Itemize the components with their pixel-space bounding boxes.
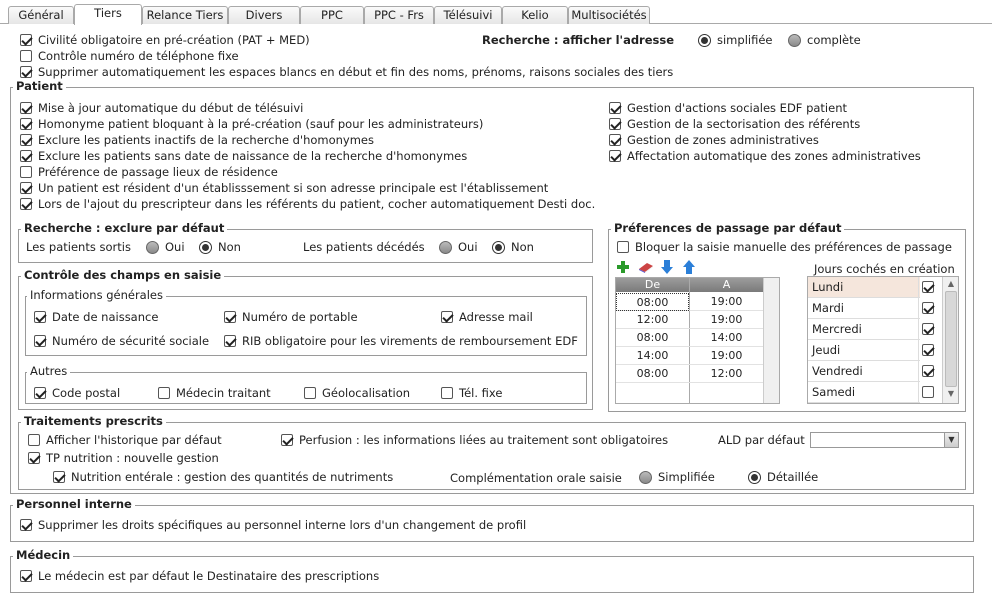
tab-telesuivi[interactable]: Télésuivi <box>434 6 502 24</box>
jours-list[interactable] <box>807 276 959 404</box>
tel-fixe-option[interactable] <box>441 385 502 401</box>
perfusion-option[interactable] <box>281 432 668 448</box>
passage-cell-a[interactable]: 19:00 <box>710 295 743 308</box>
passage-cell-a[interactable]: 19:00 <box>710 349 743 362</box>
geoloc-checkbox[interactable] <box>304 387 316 399</box>
date-naissance-label: Date de naissance <box>52 310 159 324</box>
patient-left-checkbox[interactable] <box>20 198 32 210</box>
tab-tiers[interactable]: Tiers <box>74 4 142 25</box>
bloquer-label: Bloquer la saisie manuelle des préférences de passage <box>635 240 952 254</box>
personnel-supprimer-checkbox[interactable] <box>20 519 32 531</box>
radio-complete[interactable] <box>788 34 801 47</box>
passage-cell-de[interactable]: 12:00 <box>636 313 669 326</box>
jour-label: Samedi <box>812 385 856 399</box>
code-postal-checkbox[interactable] <box>34 387 46 399</box>
patient-right-option[interactable] <box>609 148 921 164</box>
decedes-non-radio[interactable] <box>492 239 534 255</box>
tp-nutrition-checkbox[interactable] <box>28 452 40 464</box>
patient-left-checkbox[interactable] <box>20 118 32 130</box>
ald-label: ALD par défaut <box>718 433 805 447</box>
historique-label: Afficher l'historique par défaut <box>46 433 222 447</box>
tab-bar <box>0 0 992 24</box>
medecin-title: Médecin <box>13 549 73 562</box>
controle-champs-title: Contrôle des champs en saisie <box>21 269 224 282</box>
nutrition-enterale-option[interactable] <box>53 469 393 485</box>
jour-row[interactable] <box>808 340 920 361</box>
col-de-header[interactable]: De <box>616 278 689 292</box>
patients-decedes-label: Les patients décédés <box>303 240 425 254</box>
passage-cell-a[interactable]: 12:00 <box>710 367 743 380</box>
personnel-supprimer-label: Supprimer les droits spécifiques au personnel interne lors d'un changement de profil <box>38 518 527 532</box>
ald-select[interactable] <box>810 432 959 448</box>
non-label: Non <box>218 240 241 254</box>
patient-right-label: Gestion de zones administratives <box>627 133 819 147</box>
personnel-title: Personnel interne <box>13 498 135 511</box>
patients-sortis-label: Les patients sortis <box>26 240 131 254</box>
complete-label: complète <box>807 33 861 47</box>
recherche-adresse-label: Recherche : afficher l'adresse <box>482 33 675 47</box>
patient-right-option[interactable] <box>609 100 847 116</box>
radio-decedes-oui[interactable] <box>439 241 452 254</box>
non-label: Non <box>511 240 534 254</box>
patient-left-checkbox[interactable] <box>20 182 32 194</box>
jour-row[interactable] <box>808 382 920 403</box>
complementation-label: Complémentation orale saisie <box>450 471 622 485</box>
jour-row[interactable] <box>808 319 920 340</box>
recherche-simplifiee-radio[interactable] <box>698 32 772 48</box>
perfusion-checkbox[interactable] <box>281 434 293 446</box>
passage-cell-de[interactable]: 08:00 <box>636 331 669 344</box>
preferences-title: Préferences de passage par défaut <box>611 222 844 235</box>
patient-right-label: Affectation automatique des zones administratives <box>627 149 921 163</box>
patient-left-label: Mise à jour automatique du début de télésuivi <box>38 101 304 115</box>
medecin-destinataire-label: Le médecin est par défaut le Destinataire des prescriptions <box>38 569 380 583</box>
jour-label: Mercredi <box>812 322 862 336</box>
informations-generales-title: Informations générales <box>27 289 166 302</box>
oui-label: Oui <box>458 240 478 254</box>
patient-left-label: Exclure les patients inactifs de la recherche d'homonymes <box>38 133 374 147</box>
col-a-header[interactable]: A <box>690 278 763 292</box>
jour-checkbox[interactable] <box>922 365 934 377</box>
controle-tel-checkbox[interactable] <box>20 50 32 62</box>
patient-right-option[interactable] <box>609 116 860 132</box>
radio-compl-detaillee[interactable] <box>748 471 761 484</box>
civilite-checkbox[interactable] <box>20 34 32 46</box>
add-icon[interactable] <box>616 260 630 274</box>
patient-left-option[interactable] <box>20 164 278 180</box>
code-postal-label: Code postal <box>52 386 121 400</box>
date-naissance-checkbox[interactable] <box>34 311 46 323</box>
jour-checkbox[interactable] <box>922 386 934 398</box>
adresse-mail-label: Adresse mail <box>459 310 533 324</box>
jour-label: Lundi <box>812 280 844 294</box>
patient-left-option[interactable] <box>20 180 548 196</box>
jour-label: Jeudi <box>812 343 841 357</box>
autres-title: Autres <box>27 365 70 378</box>
historique-option[interactable] <box>28 432 222 448</box>
controle-tel-label: Contrôle numéro de téléphone fixe <box>38 49 239 63</box>
adresse-mail-checkbox[interactable] <box>441 311 453 323</box>
recherche-exclure-title: Recherche : exclure par défaut <box>21 222 227 235</box>
date-naissance-option[interactable] <box>34 309 158 325</box>
passage-cell-a[interactable]: 14:00 <box>710 331 743 344</box>
perfusion-label: Perfusion : les informations liées au traitement sont obligatoires <box>299 433 669 447</box>
jours-scrollbar[interactable]: ▲ ▼ <box>942 277 959 403</box>
medecin-destinataire-checkbox[interactable] <box>20 570 32 582</box>
eraser-icon[interactable] <box>637 260 655 274</box>
tab-ppc[interactable]: PPC <box>300 6 364 24</box>
num-secu-option[interactable] <box>34 333 209 349</box>
patient-left-option[interactable] <box>20 116 483 132</box>
radio-sortis-non[interactable] <box>199 241 212 254</box>
patient-left-checkbox[interactable] <box>20 166 32 178</box>
jour-checkbox[interactable] <box>922 302 934 314</box>
controle-tel-option[interactable] <box>20 48 239 64</box>
code-postal-option[interactable] <box>34 385 120 401</box>
sortis-non-radio[interactable] <box>199 239 241 255</box>
patient-left-checkbox[interactable] <box>20 102 32 114</box>
recherche-complete-radio[interactable] <box>788 32 861 48</box>
chevron-down-icon[interactable]: ▼ <box>944 433 958 447</box>
radio-simplifiee[interactable] <box>698 34 711 47</box>
radio-compl-simplifiee[interactable] <box>639 471 652 484</box>
jour-label: Mardi <box>812 301 844 315</box>
jour-row[interactable] <box>808 361 920 382</box>
complementation-simplifiee-radio[interactable] <box>639 469 715 485</box>
patient-left-option[interactable] <box>20 132 374 148</box>
jours-scroll-thumb[interactable] <box>945 291 957 387</box>
patient-left-option[interactable] <box>20 148 467 164</box>
patient-left-label: Préférence de passage lieux de résidence <box>38 165 278 179</box>
medecin-traitant-label: Médecin traitant <box>176 386 271 400</box>
patient-left-label: Un patient est résident d'un établisssement si son adresse principale est l'établissement <box>38 181 549 195</box>
oui-label: Oui <box>165 240 185 254</box>
num-secu-label: Numéro de sécurité sociale <box>52 334 210 348</box>
complementation-detaillee-radio[interactable] <box>748 469 818 485</box>
traitements-title: Traitements prescrits <box>21 415 166 428</box>
num-secu-checkbox[interactable] <box>34 335 46 347</box>
bloquer-checkbox[interactable] <box>617 241 629 253</box>
passage-grid[interactable] <box>615 277 780 404</box>
patient-right-label: Gestion de la sectorisation des référents <box>627 117 861 131</box>
jour-row[interactable] <box>808 277 920 298</box>
detaillee-label: Détaillée <box>767 470 819 484</box>
patient-left-checkbox[interactable] <box>20 150 32 162</box>
tab-multisocietes[interactable]: Multisociétés <box>568 6 650 24</box>
historique-checkbox[interactable] <box>28 434 40 446</box>
rib-label: RIB obligatoire pour les virements de remboursement EDF <box>242 334 578 348</box>
passage-cell-de[interactable]: 14:00 <box>636 349 669 362</box>
simplifiee-label: Simplifiée <box>658 470 715 484</box>
patient-right-label: Gestion d'actions sociales EDF patient <box>627 101 847 115</box>
patient-right-option[interactable] <box>609 132 819 148</box>
passage-scrollbar[interactable] <box>763 278 780 404</box>
nutrition-enterale-label: Nutrition entérale : gestion des quantités de nutriments <box>71 470 394 484</box>
jour-checkbox[interactable] <box>922 281 934 293</box>
passage-cell-de[interactable]: 08:00 <box>636 367 669 380</box>
num-portable-checkbox[interactable] <box>224 311 236 323</box>
patient-left-checkbox[interactable] <box>20 134 32 146</box>
jour-row[interactable] <box>808 298 920 319</box>
tab-general[interactable]: Général <box>8 6 74 24</box>
arrow-up-icon[interactable] <box>682 259 696 275</box>
rib-option[interactable] <box>224 333 578 349</box>
supprimer-espaces-checkbox[interactable] <box>20 66 32 78</box>
tel-fixe-checkbox[interactable] <box>441 387 453 399</box>
radio-sortis-oui[interactable] <box>146 241 159 254</box>
tab-ppc-frs[interactable]: PPC - Frs <box>364 6 434 24</box>
medecin-destinataire-option[interactable] <box>20 568 379 584</box>
tab-kelio[interactable]: Kelio <box>502 6 568 24</box>
geoloc-label: Géolocalisation <box>322 386 411 400</box>
medecin-traitant-option[interactable] <box>158 385 271 401</box>
adresse-mail-option[interactable] <box>441 309 533 325</box>
tel-fixe-label: Tél. fixe <box>459 386 503 400</box>
num-portable-option[interactable] <box>224 309 358 325</box>
tp-nutrition-label: TP nutrition : nouvelle gestion <box>46 451 219 465</box>
supprimer-espaces-option[interactable] <box>20 64 673 80</box>
geoloc-option[interactable] <box>304 385 410 401</box>
jour-checkbox[interactable] <box>922 344 934 356</box>
jour-label: Vendredi <box>812 364 863 378</box>
simplifiee-label: simplifiée <box>717 33 773 47</box>
tab-divers[interactable]: Divers <box>228 6 300 24</box>
patient-left-option[interactable] <box>20 100 303 116</box>
patient-left-label: Homonyme patient bloquant à la pré-création (sauf pour les administrateurs) <box>38 117 484 131</box>
supprimer-espaces-label: Supprimer automatiquement les espaces blancs en début et fin des noms, prénoms, raisons sociales des tiers <box>38 65 674 79</box>
passage-cell-de[interactable]: 08:00 <box>616 293 689 311</box>
sortis-oui-radio[interactable] <box>146 239 185 255</box>
passage-cell-a[interactable]: 19:00 <box>710 313 743 326</box>
patient-left-option[interactable] <box>20 196 595 212</box>
medecin-traitant-checkbox[interactable] <box>158 387 170 399</box>
civilite-label: Civilité obligatoire en pré-création (PAT + MED) <box>38 33 310 47</box>
arrow-down-icon[interactable] <box>660 259 674 275</box>
patient-right-checkbox[interactable] <box>609 102 621 114</box>
civilite-option[interactable] <box>20 32 310 48</box>
jour-checkbox[interactable] <box>922 323 934 335</box>
patient-right-checkbox[interactable] <box>609 134 621 146</box>
patient-left-label: Exclure les patients sans date de naissance de la recherche d'homonymes <box>38 149 468 163</box>
tab-relance-tiers[interactable]: Relance Tiers <box>142 6 228 24</box>
num-portable-label: Numéro de portable <box>242 310 358 324</box>
decedes-oui-radio[interactable] <box>439 239 478 255</box>
patient-right-checkbox[interactable] <box>609 118 621 130</box>
rib-checkbox[interactable] <box>224 335 236 347</box>
bloquer-option[interactable] <box>617 239 952 255</box>
patient-title: Patient <box>13 80 66 93</box>
personnel-supprimer-option[interactable] <box>20 517 526 533</box>
patient-left-label: Lors de l'ajout du prescripteur dans les référents du patient, cocher automatiquement Desti doc. <box>38 197 596 211</box>
jours-title: Jours cochés en création <box>814 262 955 276</box>
patient-right-checkbox[interactable] <box>609 150 621 162</box>
tp-nutrition-option[interactable] <box>28 450 219 466</box>
radio-decedes-non[interactable] <box>492 241 505 254</box>
nutrition-enterale-checkbox[interactable] <box>53 471 65 483</box>
